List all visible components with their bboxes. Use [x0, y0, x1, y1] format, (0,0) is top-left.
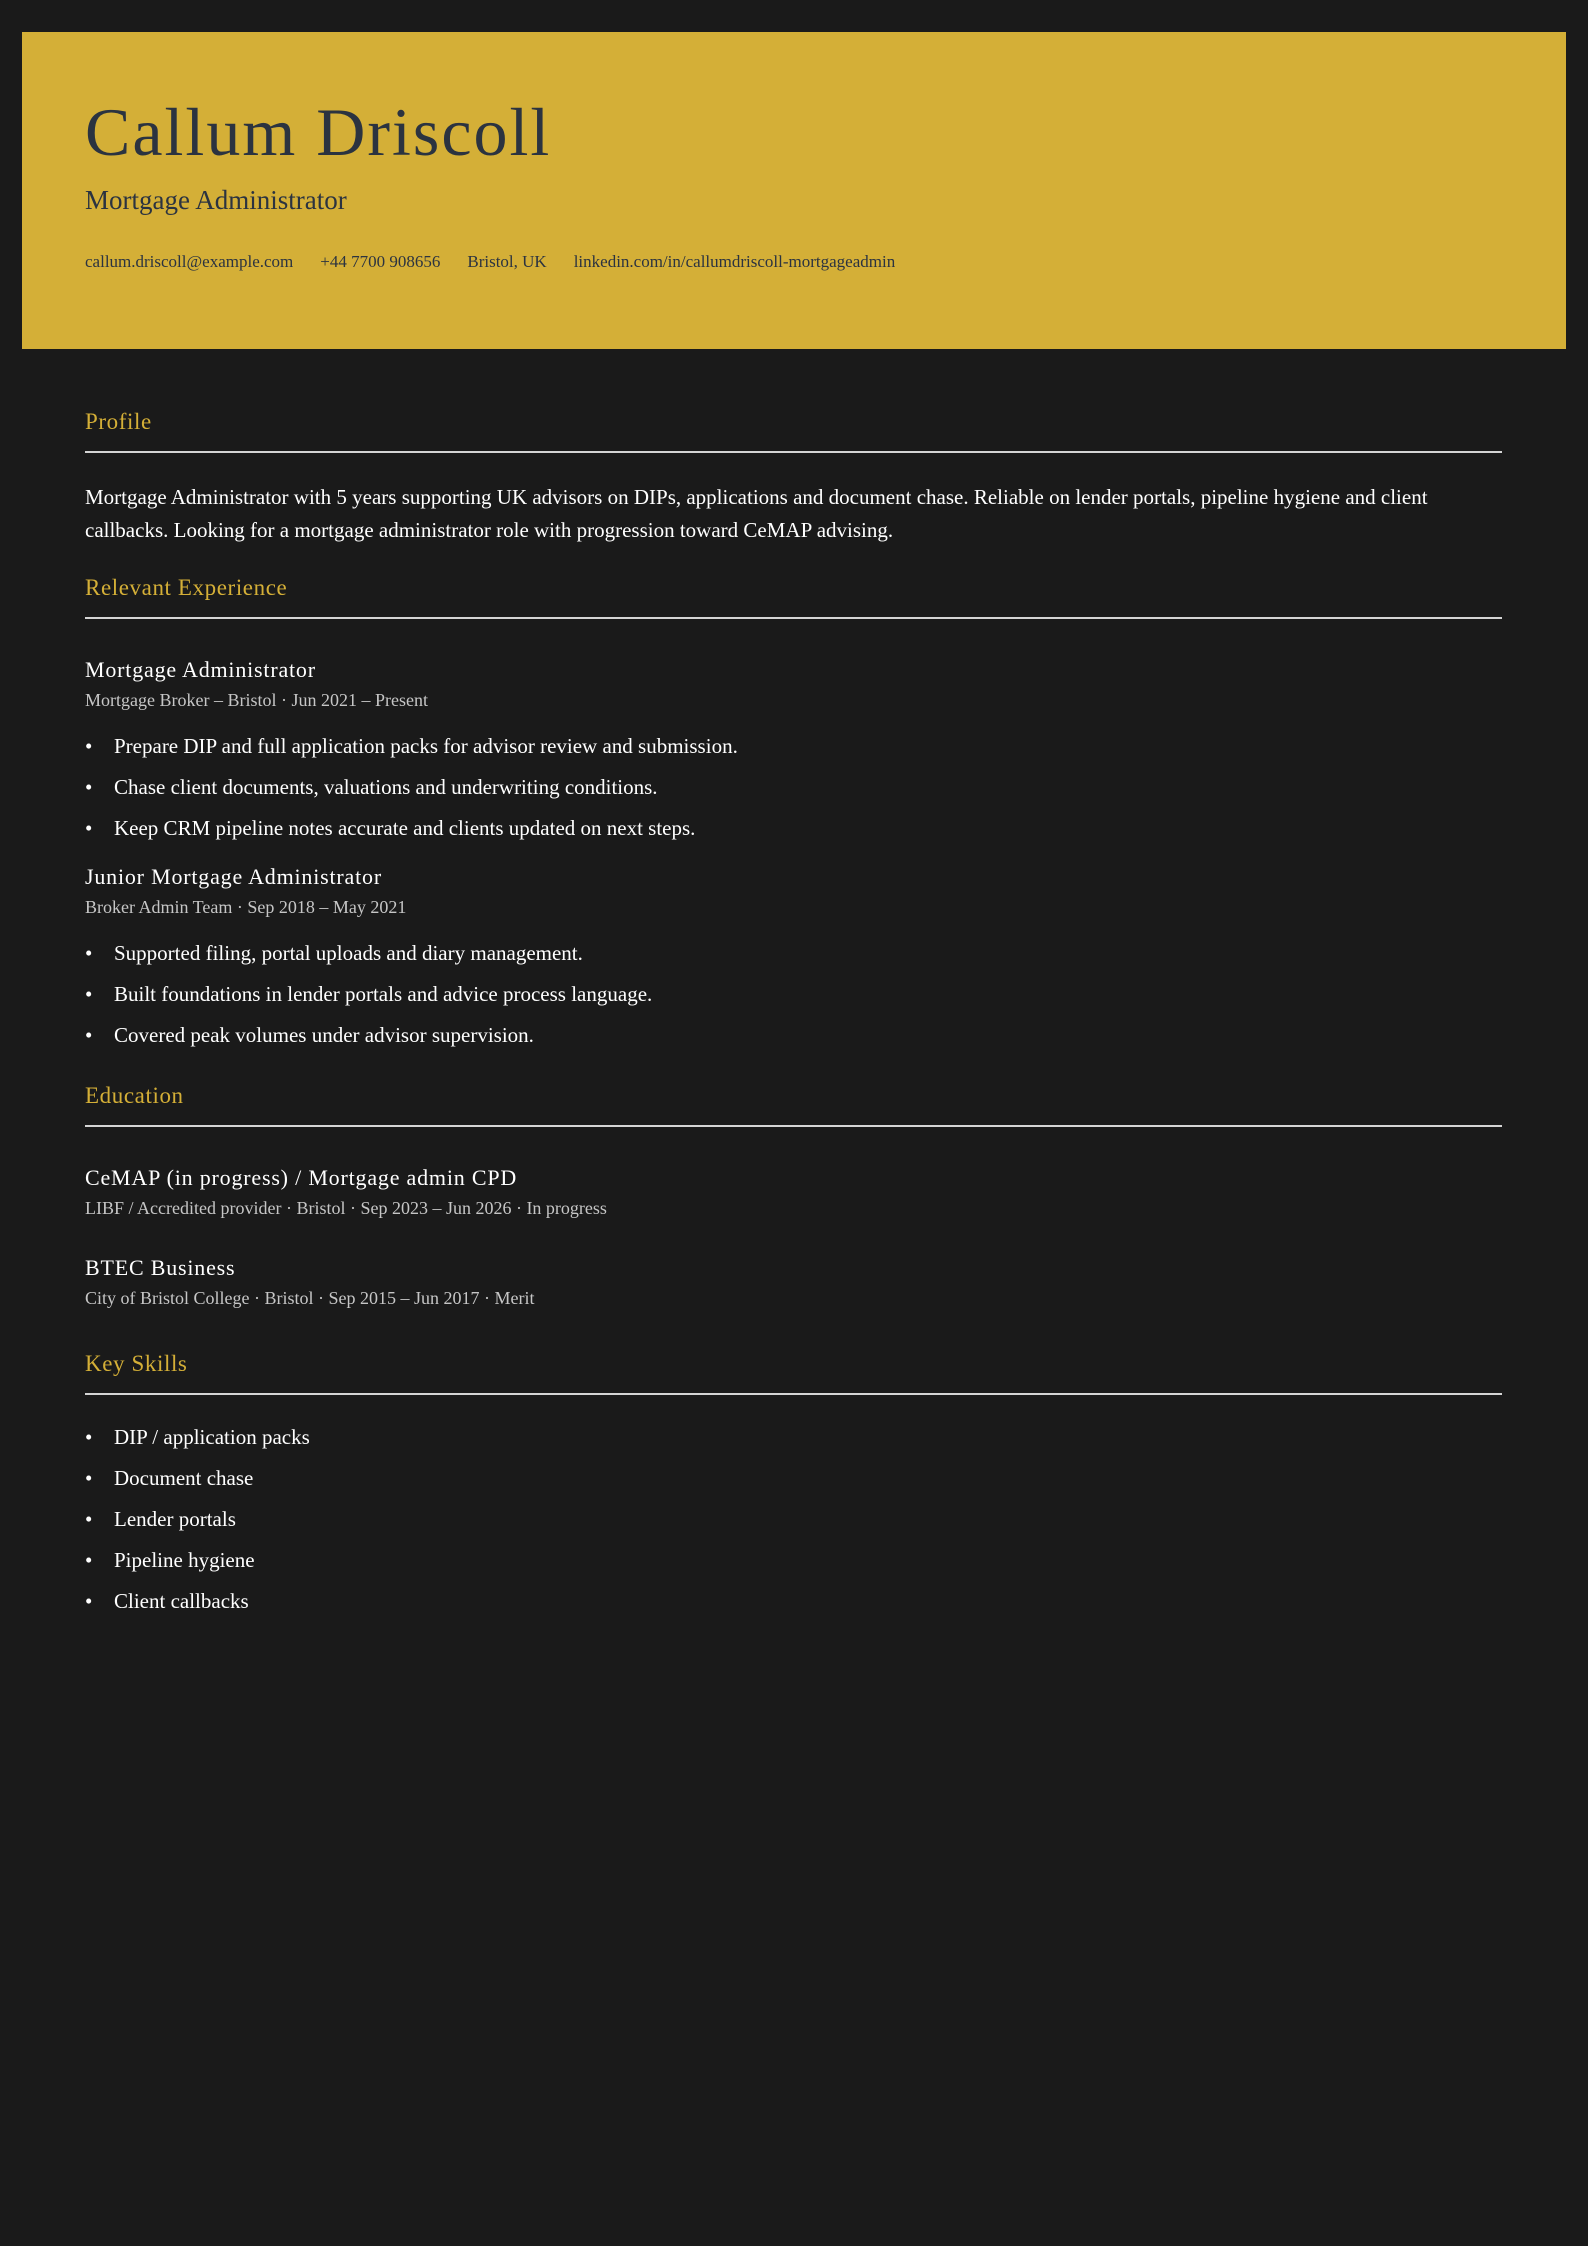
resume-body — [85, 405, 1502, 1622]
job-bullets — [85, 933, 1502, 1056]
section-divider — [85, 617, 1502, 619]
resume-header — [22, 32, 1566, 349]
job-bullet: • Covered peak volumes under advisor supervision. — [85, 1015, 1502, 1056]
section-title-profile: Profile — [85, 409, 152, 434]
skill-item: • Client callbacks — [85, 1581, 1502, 1622]
profile-section — [85, 405, 1502, 547]
education-title: BTEC Business — [85, 1255, 236, 1280]
education-section — [85, 1079, 1502, 1312]
job-title: Mortgage Administrator — [85, 657, 316, 682]
candidate-role: Mortgage Administrator — [85, 185, 347, 215]
skill-item: • Document chase — [85, 1458, 1502, 1499]
section-divider — [85, 1393, 1502, 1395]
contact-location: Bristol, UK — [467, 252, 547, 271]
section-divider — [85, 451, 1502, 453]
skill-item: • Lender portals — [85, 1499, 1502, 1540]
contact-phone: +44 7700 908656 — [320, 252, 441, 271]
education-meta: LIBF / Accredited provider · Bristol · Sep 2023 – Jun 2026 · In progress — [85, 1198, 607, 1218]
job-bullet: • Prepare DIP and full application packs for advisor review and submission. — [85, 726, 1502, 767]
section-title-skills: Key Skills — [85, 1351, 188, 1376]
job-bullets — [85, 726, 1502, 849]
contact-info — [85, 252, 895, 272]
section-title-education: Education — [85, 1083, 184, 1108]
section-divider — [85, 1125, 1502, 1127]
skill-item: • DIP / application packs — [85, 1417, 1502, 1458]
education-entry — [85, 1162, 1502, 1222]
job-entry — [85, 654, 1502, 849]
job-entry — [85, 861, 1502, 1056]
experience-section — [85, 571, 1502, 1056]
candidate-name: Callum Driscoll — [85, 94, 552, 170]
job-bullet: • Chase client documents, valuations and underwriting conditions. — [85, 767, 1502, 808]
job-title: Junior Mortgage Administrator — [85, 864, 382, 889]
contact-linkedin: linkedin.com/in/callumdriscoll-mortgageadmin — [573, 252, 896, 271]
skills-list — [85, 1417, 1502, 1622]
job-bullet: • Supported filing, portal uploads and diary management. — [85, 933, 1502, 974]
job-bullet: • Built foundations in lender portals and advice process language. — [85, 974, 1502, 1015]
education-meta: City of Bristol College · Bristol · Sep 2015 – Jun 2017 · Merit — [85, 1288, 535, 1308]
education-entry — [85, 1252, 1502, 1312]
job-meta: Broker Admin Team · Sep 2018 – May 2021 — [85, 897, 407, 917]
job-bullet: • Keep CRM pipeline notes accurate and clients updated on next steps. — [85, 808, 1502, 849]
contact-email: callum.driscoll@example.com — [85, 252, 294, 271]
skill-item: • Pipeline hygiene — [85, 1540, 1502, 1581]
profile-summary: Mortgage Administrator with 5 years supporting UK advisors on DIPs, applications and document chase. Reliable on lender portals, pipeline hygiene and client callbacks. Looking for a mortgage administrator role with progression toward CeMAP advising. — [85, 485, 1428, 542]
job-meta: Mortgage Broker – Bristol · Jun 2021 – Present — [85, 690, 428, 710]
skills-section — [85, 1347, 1502, 1622]
education-title: CeMAP (in progress) / Mortgage admin CPD — [85, 1165, 518, 1190]
section-title-experience: Relevant Experience — [85, 575, 288, 600]
